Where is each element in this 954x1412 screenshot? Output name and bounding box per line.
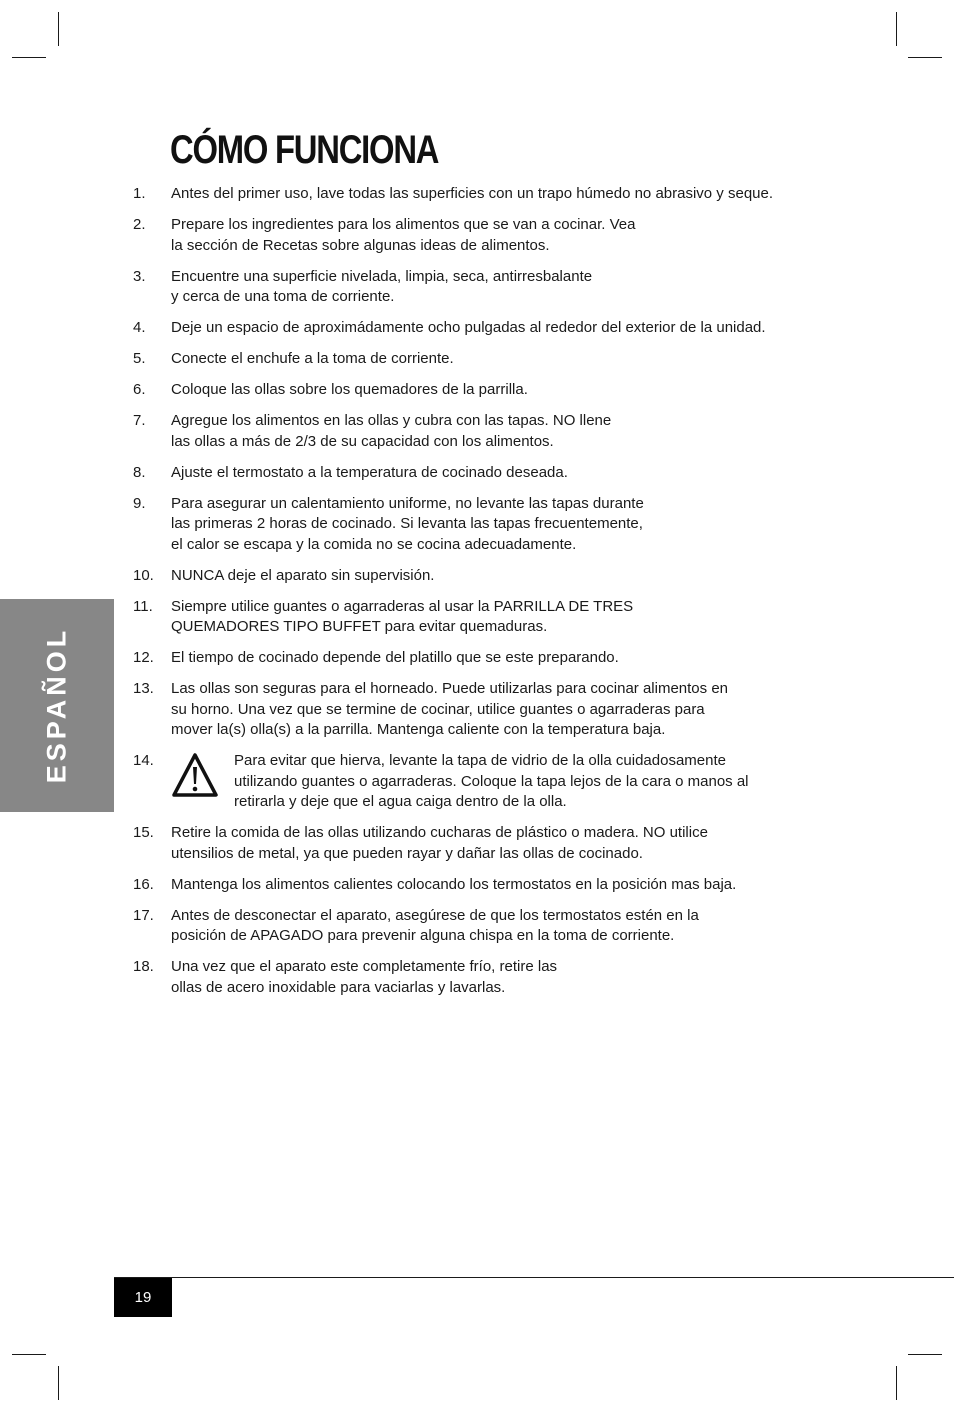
- step-number: 9.: [133, 494, 146, 512]
- step-number: 15.: [133, 824, 154, 841]
- language-tab: [0, 599, 114, 812]
- step-text: Antes de desconectar el aparato, asegúrese de que los termostatos estén en la posición de APAGADO para prevenir alguna chispa en la toma de corriente.: [171, 906, 699, 944]
- step-number: 7.: [133, 412, 146, 429]
- list-item: [133, 823, 833, 864]
- step-number: 11.: [133, 597, 153, 615]
- step-number: 17.: [133, 906, 154, 924]
- crop-mark: [908, 57, 942, 58]
- list-item: [133, 751, 833, 813]
- list-item: [133, 380, 833, 401]
- step-text: El tiempo de cocinado depende del platillo que se este preparando.: [171, 649, 619, 666]
- step-number: 18.: [133, 958, 154, 975]
- step-text: Conecte el enchufe a la toma de corriente.: [171, 350, 454, 367]
- step-number: 13.: [133, 680, 154, 697]
- step-number: 6.: [133, 381, 146, 398]
- list-item: [133, 875, 833, 896]
- step-text: Deje un espacio de aproximádamente ocho pulgadas al rededor del exterior de la unidad.: [171, 319, 766, 336]
- list-item: [133, 411, 833, 452]
- step-number: 3.: [133, 267, 146, 285]
- list-item: [133, 267, 833, 308]
- step-text: Encuentre una superficie nivelada, limpia, seca, antirresbalante y cerca de una toma de corriente.: [171, 267, 593, 305]
- crop-mark: [58, 1366, 59, 1400]
- step-text: Las ollas son seguras para el horneado. Puede utilizarlas para cocinar alimentos en su horno. Una vez que se termine de cocinar, utilice guantes o agarraderas para mover la(s) olla(s) a la parrilla. Mantenga caliente con la temperatura baja.: [171, 680, 728, 738]
- list-item: [133, 318, 833, 339]
- step-text: Agregue los alimentos en las ollas y cubra con las tapas. NO llene las ollas a más de 2/3 de su capacidad con los alimentos.: [171, 412, 612, 450]
- list-item: [133, 957, 833, 998]
- list-item: [133, 566, 833, 587]
- step-number: 12.: [133, 649, 154, 666]
- instruction-list: [133, 184, 833, 1009]
- step-text: Mantenga los alimentos calientes colocando los termostatos en la posición mas baja.: [171, 875, 737, 893]
- step-text: Para evitar que hierva, levante la tapa de vidrio de la olla cuidadosamente utilizando guantes o agarraderas. Coloque la tapa lejos de la cara o manos al retirarla y deje que el agua caiga dentro de la olla.: [234, 752, 749, 810]
- step-number: 14.: [133, 752, 154, 769]
- list-item: [133, 494, 833, 556]
- step-text: Coloque las ollas sobre los quemadores de la parrilla.: [171, 381, 528, 398]
- step-text: Una vez que el aparato este completamente frío, retire las ollas de acero inoxidable para vaciarlas y lavarlas.: [171, 958, 558, 996]
- list-item: [133, 679, 833, 741]
- step-text: Ajuste el termostato a la temperatura de cocinado deseada.: [171, 463, 568, 481]
- crop-mark: [896, 1366, 897, 1400]
- footer-rule: [114, 1277, 954, 1278]
- list-item: [133, 463, 833, 484]
- list-item: [133, 648, 833, 669]
- list-item: [133, 597, 833, 638]
- crop-mark: [908, 1354, 942, 1355]
- page-title: CÓMO FUNCIONA: [170, 128, 439, 172]
- language-tab-label: ESPAÑOL: [41, 626, 72, 784]
- page-number: 19: [114, 1278, 172, 1317]
- crop-mark: [58, 12, 59, 46]
- step-number: 1.: [133, 185, 146, 202]
- step-number: 2.: [133, 216, 146, 233]
- step-number: 5.: [133, 350, 146, 367]
- step-text: Siempre utilice guantes o agarraderas al usar la PARRILLA DE TRES QUEMADORES TIPO BUFFET para evitar quemaduras.: [171, 597, 634, 635]
- crop-mark: [12, 1354, 46, 1355]
- step-number: 16.: [133, 875, 154, 893]
- warning-block: [171, 751, 749, 813]
- warning-triangle-icon: [171, 751, 219, 799]
- crop-mark: [12, 57, 46, 58]
- step-number: 4.: [133, 319, 146, 336]
- list-item: [133, 906, 833, 947]
- step-number: 8.: [133, 463, 146, 481]
- list-item: [133, 184, 833, 205]
- step-text: NUNCA deje el aparato sin supervisión.: [171, 566, 435, 584]
- step-number: 10.: [133, 566, 154, 584]
- crop-mark: [896, 12, 897, 46]
- step-text: Para asegurar un calentamiento uniforme, no levante las tapas durante las primeras 2 horas de cocinado. Si levanta las tapas frecuentemente, el calor se escapa y la comida no se cocina adecuadamente.: [171, 494, 644, 553]
- list-item: [133, 215, 833, 256]
- list-item: [133, 349, 833, 370]
- step-text: Retire la comida de las ollas utilizando cucharas de plástico o madera. NO utilice utensilios de metal, ya que pueden rayar y dañar las ollas de cocinado.: [171, 824, 708, 862]
- step-text: Prepare los ingredientes para los alimentos que se van a cocinar. Vea la sección de Recetas sobre algunas ideas de alimentos.: [171, 216, 636, 254]
- step-text: Antes del primer uso, lave todas las superficies con un trapo húmedo no abrasivo y seque.: [171, 185, 774, 202]
